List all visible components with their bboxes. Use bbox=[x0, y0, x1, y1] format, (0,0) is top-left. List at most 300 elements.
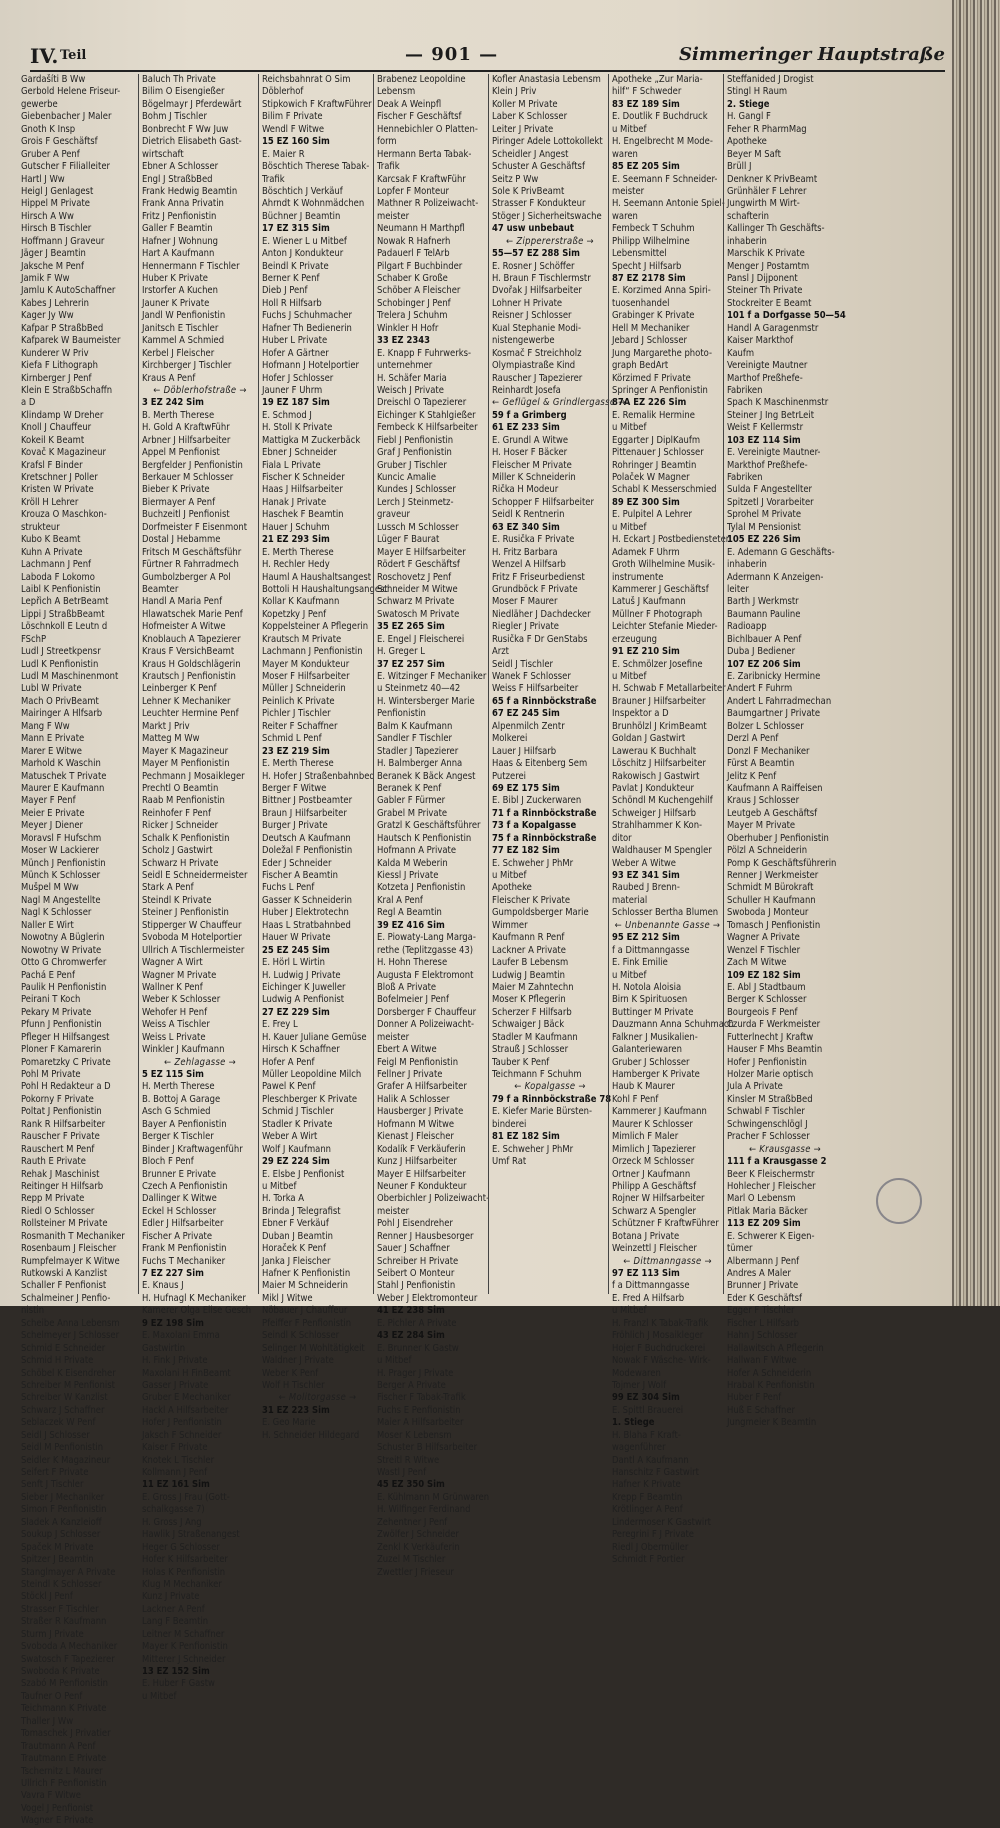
directory-entry: Denkner K PrivBeamt bbox=[727, 173, 818, 185]
directory-entry: Haub K Maurer bbox=[612, 1081, 675, 1093]
directory-entry: 19 EZ 187 Sim bbox=[262, 397, 330, 409]
directory-entry: 99 EZ 304 Sim bbox=[612, 1392, 680, 1404]
directory-entry: Zenkl K Verkäuferin bbox=[377, 1541, 460, 1553]
directory-entry: Schuster A Geschäftsf bbox=[492, 161, 585, 173]
directory-entry: 43 EZ 284 Sim bbox=[377, 1330, 445, 1342]
directory-entry: ← Kopalgasse → bbox=[514, 1081, 586, 1093]
directory-entry: 113 EZ 209 Sim bbox=[727, 1218, 801, 1230]
directory-entry: Peirani T Koch bbox=[21, 994, 81, 1006]
directory-entry: Seidl E Schneidermeister bbox=[142, 870, 248, 881]
directory-entry: Fischer L Hilfsarb bbox=[727, 1317, 799, 1329]
directory-entry: E. Schweher J PhMr bbox=[492, 857, 574, 869]
directory-entry: ← Molitorgasse → bbox=[278, 1392, 357, 1404]
directory-entry: meister bbox=[377, 210, 410, 222]
directory-entry: Maier M Schneiderin bbox=[262, 1280, 349, 1292]
directory-entry: E. Geo Marie bbox=[262, 1417, 316, 1429]
directory-entry: Gruber A Penf bbox=[21, 148, 80, 160]
directory-entry: H. Ludwig J Private bbox=[262, 969, 341, 981]
directory-entry: Grundböck F Private bbox=[492, 583, 578, 595]
street-title: Simmeringer Hauptstraße bbox=[679, 44, 945, 65]
directory-entry: Brabenez Leopoldine bbox=[377, 74, 466, 85]
directory-entry: Fischer A Beamtin bbox=[262, 870, 339, 881]
directory-entry: 95 EZ 212 Sim bbox=[612, 932, 680, 944]
directory-entry: u Mitbef bbox=[612, 1305, 647, 1317]
directory-entry: 73 f a Kopalgasse bbox=[492, 820, 577, 832]
directory-entry: Schwarz J Schaffner bbox=[21, 1404, 105, 1416]
directory-entry: Hofer A Schneiderin bbox=[727, 1367, 812, 1379]
directory-entry: Stipkowich F KraftwFührer bbox=[262, 98, 372, 110]
directory-entry: Hennebichler O Platten- bbox=[377, 123, 478, 135]
directory-entry: Müller Leopoldine Milch bbox=[262, 1069, 362, 1080]
directory-entry: Lerch J Steinmetz- bbox=[377, 496, 454, 508]
directory-entry: Raab M Penfionistin bbox=[142, 795, 225, 807]
directory-entry: Schmidt M Bürokraft bbox=[727, 882, 814, 894]
directory-entry: 31 EZ 223 Sim bbox=[262, 1404, 330, 1416]
directory-entry: Schöber A Fleischer bbox=[377, 285, 461, 297]
directory-entry: Thaller J Ww bbox=[21, 1715, 74, 1727]
directory-entry: E. Pulpitel A Lehrer bbox=[612, 509, 692, 521]
directory-entry: Mimlich J Tapezierer bbox=[612, 1143, 696, 1155]
directory-entry: Hauser F Mhs Beamtin bbox=[727, 1044, 823, 1056]
directory-entry: Laber K Schlosser bbox=[492, 111, 568, 123]
directory-entry: Baumgartner J Private bbox=[727, 708, 821, 720]
directory-entry: Graf J Penfionistin bbox=[377, 447, 452, 459]
directory-entry: wagenführer bbox=[612, 1442, 666, 1454]
directory-entry: 85 EZ 205 Sim bbox=[612, 161, 680, 173]
directory-entry: Lepřich A BetrBeamt bbox=[21, 596, 109, 608]
directory-entry: Baluch Th Private bbox=[142, 74, 216, 85]
directory-entry: Feigl M Penfionistin bbox=[377, 1056, 459, 1068]
directory-entry: Rosmanith T Mechaniker bbox=[21, 1230, 125, 1242]
directory-entry: H. Wilfinger Ferdinand bbox=[377, 1504, 471, 1516]
directory-entry: Stingl H Raum bbox=[727, 86, 788, 98]
directory-entry: Grois F Geschäftsf bbox=[21, 136, 98, 148]
directory-entry: H. Franzl K Tabak-Trafik bbox=[612, 1317, 709, 1329]
directory-entry: Poltat J Penfionistin bbox=[21, 1106, 102, 1118]
directory-entry: Lawerau K Buchhalt bbox=[612, 745, 697, 757]
directory-entry: meister bbox=[377, 1205, 410, 1217]
directory-entry: Hohlecher J Fleischer bbox=[727, 1180, 816, 1192]
directory-entry: Moser K Lebensm bbox=[377, 1429, 452, 1441]
directory-entry: Pilgart F Buchbinder bbox=[377, 260, 463, 272]
directory-entry: Bohm J Tischler bbox=[142, 111, 207, 123]
directory-entry: E. Spittl Brauerei bbox=[612, 1404, 684, 1416]
directory-entry: Jamlu K AutoSchaffner bbox=[21, 285, 116, 297]
directory-entry: Brauner J Hilfsarbeiter bbox=[612, 695, 706, 707]
directory-entry: Wenzel A Hilfsarb bbox=[492, 559, 566, 571]
directory-entry: Bonbrecht F Ww Juw bbox=[142, 123, 229, 135]
directory-entry: Pfeiffer F Penfionistin bbox=[262, 1317, 352, 1329]
directory-entry: 27 EZ 229 Sim bbox=[262, 1006, 330, 1018]
directory-entry: Frank M Penfionistin bbox=[142, 1243, 227, 1255]
directory-entry: Kunz J Private bbox=[142, 1591, 200, 1603]
directory-entry: Jauner F Uhrm bbox=[262, 384, 323, 396]
directory-entry: Duba J Bediener bbox=[727, 646, 796, 658]
directory-entry: E. Maxolani Emma bbox=[142, 1330, 220, 1342]
directory-entry: Wagner E Private bbox=[21, 1815, 94, 1827]
directory-entry: H. Gross J Ang bbox=[142, 1516, 202, 1528]
directory-entry: H. Wintersberger Marie bbox=[377, 695, 475, 707]
directory-entry: Renner J Hausbesorger bbox=[377, 1230, 474, 1242]
directory-entry: Radioapp bbox=[727, 621, 767, 633]
directory-entry: Scherzer F Hilfsarb bbox=[492, 1006, 572, 1018]
directory-entry: Lang F Beamtin bbox=[142, 1616, 209, 1628]
directory-entry: Lebensm bbox=[377, 86, 416, 98]
directory-entry: Schmidt F Portier bbox=[612, 1554, 685, 1566]
directory-entry: E. Piowaty-Lang Marga- bbox=[377, 932, 476, 944]
directory-entry: Huß E Schaffner bbox=[727, 1404, 796, 1416]
directory-entry: Hart A Kaufmann bbox=[142, 248, 215, 260]
directory-entry: Jebard J Schlosser bbox=[612, 335, 687, 347]
directory-entry: Seidler K Magazineur bbox=[21, 1454, 111, 1466]
directory-entry: 41 EZ 238 Sim bbox=[377, 1305, 445, 1317]
directory-entry: Bottoli H Haushaltungsangest bbox=[262, 583, 388, 595]
directory-entry: Deak A Weinpfl bbox=[377, 98, 442, 110]
directory-entry: Stöger J Sicherheitswache bbox=[492, 210, 602, 222]
directory-entry: Fiebl J Penfionistin bbox=[377, 434, 454, 446]
directory-entry: Fembeck T Schuhm bbox=[612, 223, 695, 235]
directory-entry: Schreiber W Kanzlist bbox=[21, 1392, 108, 1404]
directory-entry: Kammerer J Geschäftsf bbox=[612, 583, 709, 595]
directory-entry: Fischer K Schneider bbox=[262, 472, 345, 483]
directory-entry: Weinzettl J Fleischer bbox=[612, 1243, 697, 1255]
directory-entry: Jamik F Ww bbox=[21, 273, 70, 284]
directory-entry: 9 EZ 198 Sim bbox=[142, 1317, 204, 1329]
directory-entry: Apotheke bbox=[727, 136, 767, 148]
directory-entry: Schalmeiner J Penfio- bbox=[21, 1292, 111, 1304]
directory-entry: Knoll J Chauffeur bbox=[21, 422, 92, 434]
directory-entry: Schwingenschlögl J bbox=[727, 1118, 808, 1130]
directory-entry: Goldan J Gastwirt bbox=[612, 733, 686, 745]
directory-entry: Wimmer bbox=[492, 919, 528, 931]
directory-entry: H. Blaha F Kraft- bbox=[612, 1429, 681, 1441]
directory-entry: Seidl M Penfionistin bbox=[21, 1442, 104, 1454]
directory-entry: Pekary M Private bbox=[21, 1006, 92, 1018]
directory-entry: E. Brunner K Gastw bbox=[377, 1342, 459, 1354]
directory-entry: Rosenbaum J Fleischer bbox=[21, 1243, 117, 1255]
directory-entry: Huber J Elektrotechn bbox=[262, 907, 349, 919]
directory-entry: Roschovetz J Penf bbox=[377, 571, 452, 583]
directory-entry: Piringer Adele Lottokollekt bbox=[492, 136, 603, 148]
directory-entry: Kaiser Markthof bbox=[727, 335, 794, 347]
directory-entry: Biermayer A Penf bbox=[142, 496, 216, 508]
directory-entry: Jauner K Private bbox=[142, 297, 210, 309]
directory-entry: Pichler J Tischler bbox=[262, 708, 331, 720]
directory-entry: meister bbox=[612, 185, 645, 197]
directory-entry: Buttinger M Private bbox=[612, 1006, 694, 1018]
directory-entry: Hackl A Hilfsarbeiter bbox=[142, 1404, 229, 1416]
directory-entry: Fiala L Private bbox=[262, 459, 321, 471]
directory-entry: E. Vereinigte Mautner- bbox=[727, 447, 821, 459]
directory-entry: Zehentner J Penf bbox=[377, 1516, 448, 1528]
directory-entry: E. Fink Emilie bbox=[612, 957, 668, 969]
directory-entry: Kafpar P StraßbBed bbox=[21, 322, 104, 334]
directory-entry: Eichinger K Stahlgießer bbox=[377, 409, 476, 421]
directory-entry: Beranek K Bäck Angest bbox=[377, 770, 476, 782]
directory-entry: H. Gold A KraftwFühr bbox=[142, 422, 230, 434]
directory-entry: Stark A Penf bbox=[142, 882, 194, 894]
directory-entry: binderei bbox=[492, 1118, 527, 1130]
directory-entry: Peregrini F J Private bbox=[612, 1529, 695, 1541]
directory-entry: Trelera J Schuhm bbox=[377, 310, 448, 322]
directory-entry: Ebner A Schlosser bbox=[142, 161, 219, 173]
directory-entry: Ludl J Streetkpensr bbox=[21, 646, 101, 658]
directory-entry: Marthof Preßhefe- bbox=[727, 372, 803, 384]
directory-entry: Beranek K Penf bbox=[377, 782, 442, 794]
directory-entry: Jandl W Penfionistin bbox=[142, 310, 226, 322]
directory-entry: Kamerer Olga Elise Gesch bbox=[142, 1305, 252, 1317]
directory-entry: ← Unbenannte Gasse → bbox=[614, 919, 721, 931]
directory-entry: Moser K Pflegerin bbox=[492, 994, 566, 1006]
directory-entry: Wanek F Schlosser bbox=[492, 671, 571, 682]
directory-entry: hilf“ F Schweder bbox=[612, 86, 682, 98]
directory-entry: Ludl M Maschinenmont bbox=[21, 671, 119, 682]
directory-entry: Maurer E Kaufmann bbox=[21, 782, 105, 794]
directory-entry: Orzeck M Schlosser bbox=[612, 1156, 695, 1168]
directory-entry: Ahrndt K Wohnmädchen bbox=[262, 198, 365, 210]
directory-entry: Grabinger K Private bbox=[612, 310, 695, 322]
directory-entry: Klug M Mechaniker bbox=[142, 1578, 222, 1590]
directory-entry: Czurda F Werkmeister bbox=[727, 1019, 821, 1031]
directory-entry: Marl O Lebensm bbox=[727, 1193, 796, 1205]
directory-entry: Schabl K Messerschmied bbox=[612, 484, 717, 496]
directory-entry: inhaberin bbox=[727, 235, 767, 247]
directory-entry: Pittenauer J Schlosser bbox=[612, 447, 704, 459]
directory-entry: graveur bbox=[377, 509, 410, 521]
directory-entry: Gruber E Mechaniker bbox=[142, 1392, 231, 1404]
directory-entry: u Mitbef bbox=[612, 671, 647, 682]
directory-entry: Pachá E Penf bbox=[21, 969, 75, 981]
directory-entry: Pitlak Maria Bäcker bbox=[727, 1205, 808, 1217]
directory-entry: Hofer A Penf bbox=[262, 1056, 315, 1068]
directory-entry: Riedl J Obermüller bbox=[612, 1541, 689, 1553]
directory-entry: Doležal F Penfionistin bbox=[262, 845, 353, 857]
directory-entry: Steiner J Ing BetrLeit bbox=[727, 409, 815, 421]
directory-entry: Irstorfer A Kuchen bbox=[142, 285, 218, 297]
directory-entry: Alpenmilch Zentr bbox=[492, 720, 565, 732]
directory-entry: ← Krausgasse → bbox=[748, 1143, 822, 1155]
directory-entry: E. Seemann F Schneider- bbox=[612, 173, 718, 185]
directory-entry: E. Rosner J Schöffer bbox=[492, 260, 575, 272]
directory-entry: Hafner Th Bedienerin bbox=[262, 322, 352, 334]
directory-entry: H. Merth Therese bbox=[142, 1081, 215, 1093]
directory-entry: Bittner J Postbeamter bbox=[262, 795, 353, 807]
directory-entry: Wagner M Private bbox=[142, 969, 217, 981]
directory-entry: Rank R Hilfsarbeiter bbox=[21, 1118, 106, 1130]
directory-entry: Dieb J Penf bbox=[262, 285, 308, 297]
directory-entry: Kunz J Hilfsarbeiter bbox=[377, 1156, 457, 1168]
directory-entry: schafterin bbox=[727, 210, 769, 222]
directory-entry: Beamter bbox=[142, 583, 179, 595]
directory-entry: Andert F Fuhrm bbox=[727, 683, 793, 695]
directory-entry: Stockreiter E Beamt bbox=[727, 297, 812, 309]
directory-entry: Laufer B Lebensm bbox=[492, 957, 569, 969]
directory-entry: Krautsch M Private bbox=[262, 633, 342, 645]
directory-entry: E. Wiener L u Mitbef bbox=[262, 235, 347, 247]
directory-entry: Meyer J Diener bbox=[21, 820, 83, 832]
directory-entry: Dorfmeister F Eisenmont bbox=[142, 521, 248, 533]
directory-entry: Hofer J Schlosser bbox=[262, 372, 334, 384]
directory-entry: Kopetzky J Penf bbox=[262, 608, 327, 620]
directory-entry: Krouza O Maschkon- bbox=[21, 509, 107, 521]
directory-entry: Lohner H Private bbox=[492, 297, 563, 309]
directory-entry: Mušpel M Ww bbox=[21, 882, 79, 894]
directory-entry: Kral A Penf bbox=[377, 894, 423, 906]
directory-column bbox=[18, 74, 138, 1827]
directory-entry: Neuner F Kondukteur bbox=[377, 1180, 467, 1192]
directory-entry: Otto G Chromwerfer bbox=[21, 957, 107, 969]
directory-entry: Scheidler J Angest bbox=[492, 148, 569, 160]
directory-entry: H. Seemann Antonie Spiel- bbox=[612, 198, 725, 210]
directory-entry: Pawel K Penf bbox=[262, 1081, 316, 1093]
directory-entry: Kiessl J Private bbox=[377, 870, 439, 881]
directory-entry: 55—57 EZ 288 Sim bbox=[492, 248, 580, 260]
directory-entry: Hauml A Haushaltsangest bbox=[262, 571, 372, 583]
directory-entry: E. Knapp F Fuhrwerks- bbox=[377, 347, 472, 359]
directory-entry: Huber K Private bbox=[142, 273, 208, 284]
directory-entry: Bieber K Private bbox=[142, 484, 210, 496]
directory-entry: Wastl J Penf bbox=[377, 1467, 427, 1478]
directory-entry: Hofmann J Hotelportier bbox=[262, 360, 360, 372]
directory-entry: Bichlbauer A Penf bbox=[727, 633, 802, 645]
directory-entry: u Mitbef bbox=[262, 1180, 297, 1192]
directory-entry: 77 EZ 182 Sim bbox=[492, 845, 560, 857]
directory-columns bbox=[18, 74, 950, 1827]
directory-entry: Spaček M Private bbox=[21, 1541, 94, 1553]
directory-entry: Padauerl F TelArb bbox=[377, 248, 450, 260]
directory-entry: u Mitbef bbox=[612, 123, 647, 135]
directory-entry: Kabes J Lehrerin bbox=[21, 297, 89, 309]
directory-entry: Kiefa F Lithograph bbox=[21, 360, 98, 372]
directory-entry: Knoblauch A Tapezierer bbox=[142, 633, 241, 645]
directory-entry: Jaksche M Penf bbox=[21, 260, 84, 272]
directory-entry: Andres A Maler bbox=[727, 1268, 791, 1279]
directory-entry: Steindl K Schlosser bbox=[21, 1578, 102, 1590]
directory-entry: Brunner E Private bbox=[142, 1168, 217, 1180]
directory-entry: Schuster B Hilfsarbeiter bbox=[377, 1442, 478, 1454]
directory-entry: Pölzl A Schneiderin bbox=[727, 845, 808, 857]
directory-entry: Barth J Werkmstr bbox=[727, 596, 799, 608]
directory-entry: Nagl K Schlosser bbox=[21, 907, 92, 919]
directory-entry: Leutgeb A Geschäftsf bbox=[727, 807, 818, 819]
directory-entry: Löschnkoll E Leutn d bbox=[21, 621, 108, 633]
directory-entry: Markthof Preßhefe- bbox=[727, 459, 808, 471]
directory-entry: H. Hufnagl K Mechaniker bbox=[142, 1292, 246, 1304]
directory-entry: Modewaren bbox=[612, 1367, 661, 1379]
directory-entry: Kovač K Magazineur bbox=[21, 447, 106, 459]
directory-entry: 17 EZ 315 Sim bbox=[262, 223, 330, 235]
directory-entry: Ploner F Kamarerin bbox=[21, 1044, 102, 1056]
directory-entry: Ortner J Kaufmann bbox=[612, 1168, 691, 1180]
directory-entry: Fischer F Geschäftsf bbox=[377, 111, 462, 123]
directory-entry: Frank Anna Privatin bbox=[142, 198, 224, 210]
directory-entry: Reisner J Schlosser bbox=[492, 310, 572, 322]
directory-entry: H. Stoll K Private bbox=[262, 422, 333, 434]
directory-entry: Bögelmayr J Pferdewärt bbox=[142, 98, 242, 110]
directory-entry: Dostal J Hebamme bbox=[142, 534, 221, 546]
directory-entry: Dorsberger F Chauffeur bbox=[377, 1006, 477, 1018]
directory-entry: Reiter F Schaffner bbox=[262, 720, 338, 732]
directory-entry: Kirchberger J Tischler bbox=[142, 360, 232, 372]
directory-entry: Kaufmann A Raiffeisen bbox=[727, 782, 823, 794]
directory-entry: 47 usw unbebaut bbox=[492, 223, 574, 235]
directory-entry: H. Engelbrecht M Mode- bbox=[612, 136, 713, 148]
directory-entry: 71 f a Rinnböckstraße bbox=[492, 807, 597, 819]
directory-entry: ditor bbox=[612, 832, 632, 844]
directory-entry: H. Eckart J Postbediensteter bbox=[612, 534, 730, 546]
directory-entry: Mang F Ww bbox=[21, 720, 70, 732]
directory-entry: Dietrich Elisabeth Gast- bbox=[142, 136, 242, 148]
directory-entry: Haas L Stratbahnbed bbox=[262, 919, 351, 931]
directory-entry: Hofer K Hilfsarbeiter bbox=[142, 1554, 228, 1566]
directory-entry: f a Dittmanngasse bbox=[612, 944, 690, 956]
directory-entry: 5 EZ 115 Sim bbox=[142, 1069, 204, 1080]
directory-entry: Winkler J Kaufmann bbox=[142, 1044, 225, 1056]
directory-entry: Fritsch M Geschäftsführ bbox=[142, 546, 242, 558]
directory-entry: Markt J Priv bbox=[142, 720, 190, 732]
directory-entry: Schobinger J Penf bbox=[377, 297, 451, 309]
directory-entry: H. Rechler Hedy bbox=[262, 559, 330, 571]
directory-entry: Tomaschek J Privatier bbox=[21, 1728, 111, 1740]
directory-entry: Kotzeta J Penfionistin bbox=[377, 882, 466, 894]
directory-entry: Ullrich A Tischlermeister bbox=[142, 944, 245, 956]
directory-entry: rethe (Teplitzgasse 43) bbox=[377, 944, 473, 956]
directory-entry: Eggarter J DiplKaufm bbox=[612, 434, 701, 446]
directory-entry: Müllner F Photograph bbox=[612, 608, 703, 620]
directory-entry: Putzerei bbox=[492, 770, 526, 782]
directory-entry: Sprohel M Private bbox=[727, 509, 802, 521]
directory-entry: a D bbox=[21, 397, 36, 409]
directory-entry: Rakowisch J Gastwirt bbox=[612, 770, 700, 782]
directory-entry: waren bbox=[612, 148, 638, 160]
directory-entry: Pohl H Redakteur a D bbox=[21, 1081, 111, 1093]
directory-entry: H. Prager J Private bbox=[377, 1367, 454, 1379]
directory-column bbox=[373, 74, 490, 1578]
directory-entry: Pfunn J Penfionistin bbox=[21, 1019, 102, 1031]
directory-entry: Raubed J Brenn- bbox=[612, 882, 680, 894]
directory-entry: E. Doutlik F Buchdruck bbox=[612, 111, 708, 123]
directory-entry: H. Schneider Hildegard bbox=[262, 1429, 360, 1441]
directory-entry: Hauer W Private bbox=[262, 932, 331, 944]
directory-entry: Prechtl O Beamtin bbox=[142, 782, 219, 794]
directory-entry: u Mitbef bbox=[377, 1355, 412, 1367]
directory-entry: Klein E StraßbSchaffn bbox=[21, 384, 113, 396]
directory-entry: Zwölfer J Schneider bbox=[377, 1529, 459, 1541]
directory-entry: Seifert F Private bbox=[21, 1467, 89, 1478]
directory-entry: form bbox=[377, 136, 397, 148]
directory-entry: Miller K Schneiderin bbox=[492, 472, 576, 483]
library-stamp bbox=[876, 1178, 922, 1224]
directory-entry: Fischer F Tabak-Trafik bbox=[377, 1392, 466, 1404]
directory-entry: Gumpoldsberger Marie bbox=[492, 907, 589, 919]
directory-entry: Marschik K Private bbox=[727, 248, 805, 260]
directory-entry: E. Hörl L Wirtin bbox=[262, 957, 325, 969]
directory-entry: Kuhn A Private bbox=[21, 546, 83, 558]
directory-entry: Inspektor a D bbox=[612, 708, 669, 720]
directory-entry: Eder J Schneider bbox=[262, 857, 332, 869]
directory-entry: Haas J Hilfsarbeiter bbox=[262, 484, 343, 496]
directory-entry: Rusička F Dr GenStabs bbox=[492, 633, 588, 645]
directory-entry: Krautsch J Penfionistin bbox=[142, 671, 236, 682]
directory-entry: Halik A Schlosser bbox=[377, 1093, 450, 1105]
directory-entry: Anton J Kondukteur bbox=[262, 248, 344, 260]
directory-entry: 67 EZ 245 Sim bbox=[492, 708, 560, 720]
directory-entry: Lippi J StraßbBeamt bbox=[21, 608, 105, 620]
directory-entry: Fuchs J Schuhmacher bbox=[262, 310, 352, 322]
directory-entry: Stöckl J Penf bbox=[21, 1591, 73, 1603]
directory-entry: tümer bbox=[727, 1243, 753, 1255]
directory-entry: 3 EZ 242 Sim bbox=[142, 397, 204, 409]
